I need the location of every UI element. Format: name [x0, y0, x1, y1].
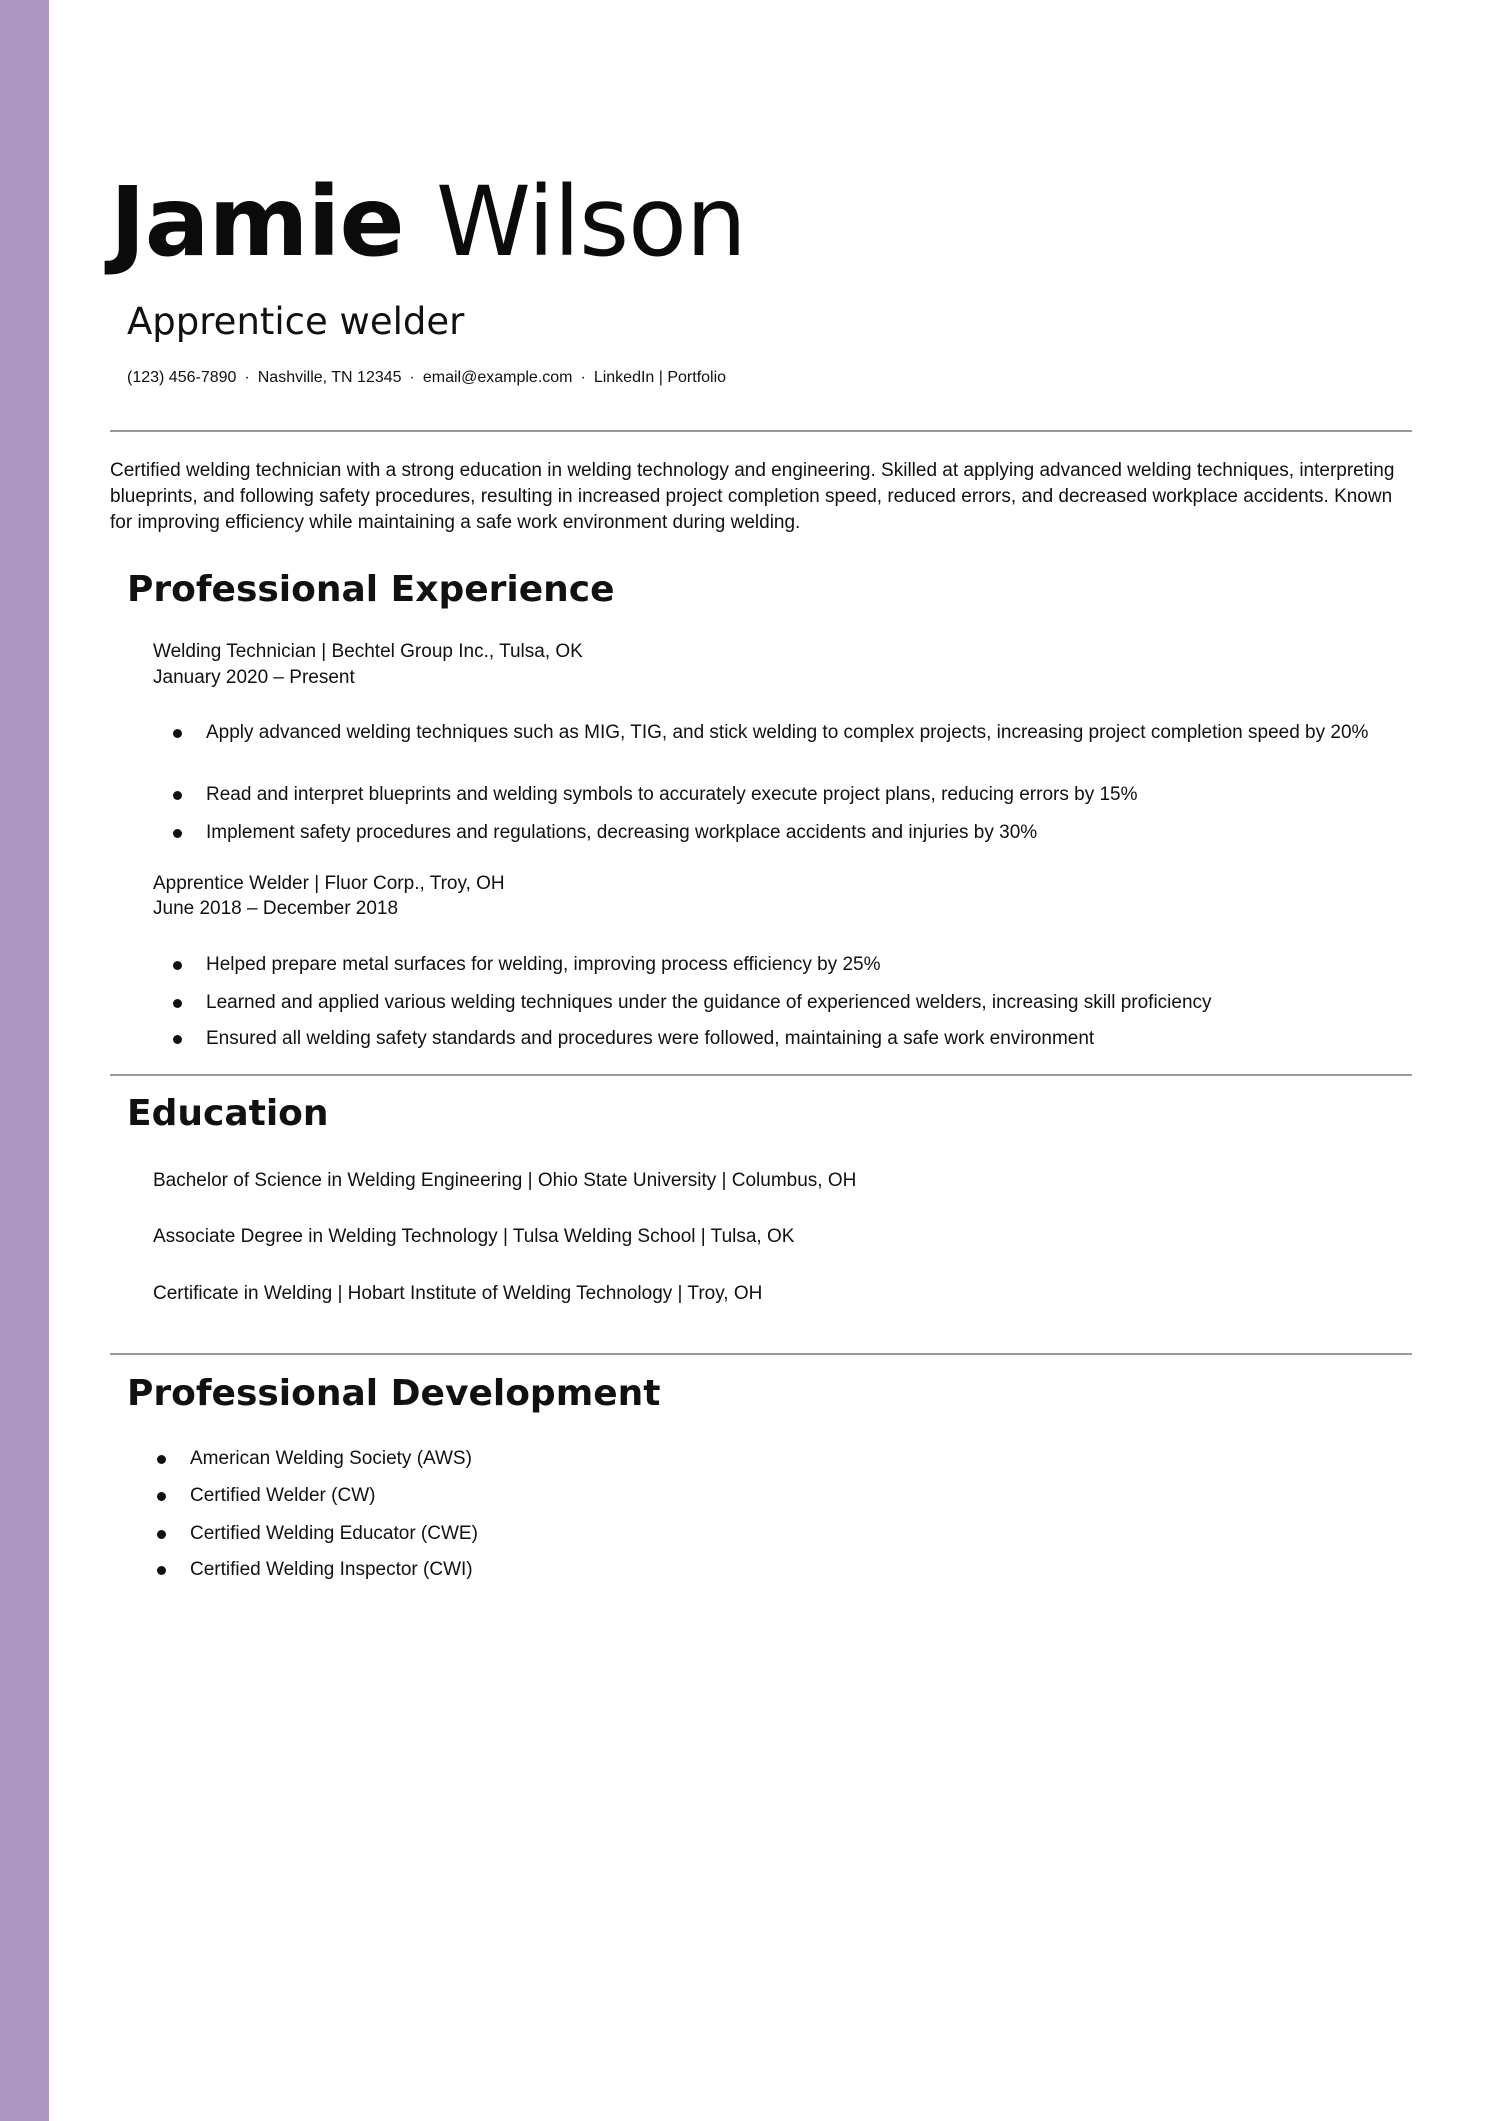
- list-item: [206, 782, 1474, 808]
- contact-line: [127, 369, 726, 387]
- contact-email[interactable]: email@example.com: [422, 369, 573, 386]
- section-divider: [110, 1074, 1412, 1076]
- list-item: [206, 820, 1474, 846]
- education-item: Associate Degree in Welding Technology | Tulsa Welding School | Tulsa, OK: [153, 1226, 795, 1247]
- job-1-dates: January 2020 – Present: [153, 667, 355, 688]
- bullet-dot: [173, 1035, 182, 1044]
- bullet-dot: [173, 791, 182, 800]
- contact-phone: (123) 456-7890: [127, 369, 237, 386]
- bullet-dot: [157, 1455, 166, 1464]
- accent-sidebar: [0, 0, 49, 2121]
- list-item: [190, 1483, 375, 1509]
- bullet-text: Read and interpret blueprints and welding symbols to accurately execute project plans, reducing errors by 15%: [206, 784, 1138, 805]
- list-item: [206, 720, 1474, 746]
- education-heading: Education: [127, 1093, 329, 1134]
- bullet-dot: [173, 829, 182, 838]
- bullet-text: Certified Welding Educator (CWE): [190, 1523, 478, 1544]
- first-name: Jamie: [110, 166, 404, 278]
- bullet-dot: [157, 1566, 166, 1575]
- job-2-dates: June 2018 – December 2018: [153, 898, 399, 919]
- job-1-title-line: Welding Technician | Bechtel Group Inc., Tulsa, OK: [153, 641, 583, 662]
- bullet-text: Helped prepare metal surfaces for welding, improving process efficiency by 25%: [206, 954, 881, 975]
- bullet-text: Ensured all welding safety standards and procedures were followed, maintaining a safe work environment: [206, 1028, 1095, 1049]
- education-item: Bachelor of Science in Welding Engineering | Ohio State University | Columbus, OH: [153, 1170, 857, 1191]
- education-item: Certificate in Welding | Hobart Institute of Welding Technology | Troy, OH: [153, 1283, 763, 1304]
- job-2-title-line: Apprentice Welder | Fluor Corp., Troy, OH: [153, 873, 505, 894]
- contact-separator: ·: [244, 369, 250, 386]
- summary-paragraph: Certified welding technician with a strong education in welding technology and engineering. Skilled at applying advanced welding techniques, interpreting blueprints, and following safety procedures, resulting in increased project completion speed, reduced errors, and decreased workplace accidents. Known for improving efficiency while maintaining a safe work environment during welding.: [110, 460, 1395, 533]
- contact-separator: ·: [409, 369, 415, 386]
- bullet-text: Apply advanced welding techniques such as MIG, TIG, and stick welding to complex projects, increasing project completion speed by 20%: [206, 722, 1369, 743]
- bullet-dot: [157, 1530, 166, 1539]
- bullet-dot: [173, 961, 182, 970]
- experience-heading: Professional Experience: [127, 569, 615, 610]
- list-item: [190, 1521, 478, 1547]
- bullet-text: American Welding Society (AWS): [190, 1448, 472, 1469]
- list-item: [206, 952, 1474, 978]
- list-item: [190, 1557, 473, 1583]
- bullet-dot: [173, 729, 182, 738]
- list-item: [206, 990, 1474, 1016]
- bullet-text: Certified Welder (CW): [190, 1485, 376, 1506]
- bullet-dot: [157, 1492, 166, 1501]
- section-divider: [110, 430, 1412, 432]
- contact-location: Nashville, TN 12345: [257, 369, 402, 386]
- candidate-name: [110, 166, 746, 278]
- last-name: Wilson: [435, 166, 746, 278]
- list-item: [206, 1026, 1474, 1052]
- development-heading: Professional Development: [127, 1373, 661, 1414]
- job-title: Apprentice welder: [127, 300, 465, 343]
- list-item: [190, 1446, 472, 1472]
- bullet-text: Implement safety procedures and regulations, decreasing workplace accidents and injuries by 30%: [206, 822, 1038, 843]
- contact-separator: ·: [580, 369, 586, 386]
- bullet-text: Certified Welding Inspector (CWI): [190, 1559, 473, 1580]
- bullet-dot: [173, 999, 182, 1008]
- section-divider: [110, 1353, 1412, 1355]
- contact-links[interactable]: LinkedIn | Portfolio: [593, 369, 727, 386]
- bullet-text: Learned and applied various welding techniques under the guidance of experienced welders, increasing skill proficiency: [206, 992, 1212, 1013]
